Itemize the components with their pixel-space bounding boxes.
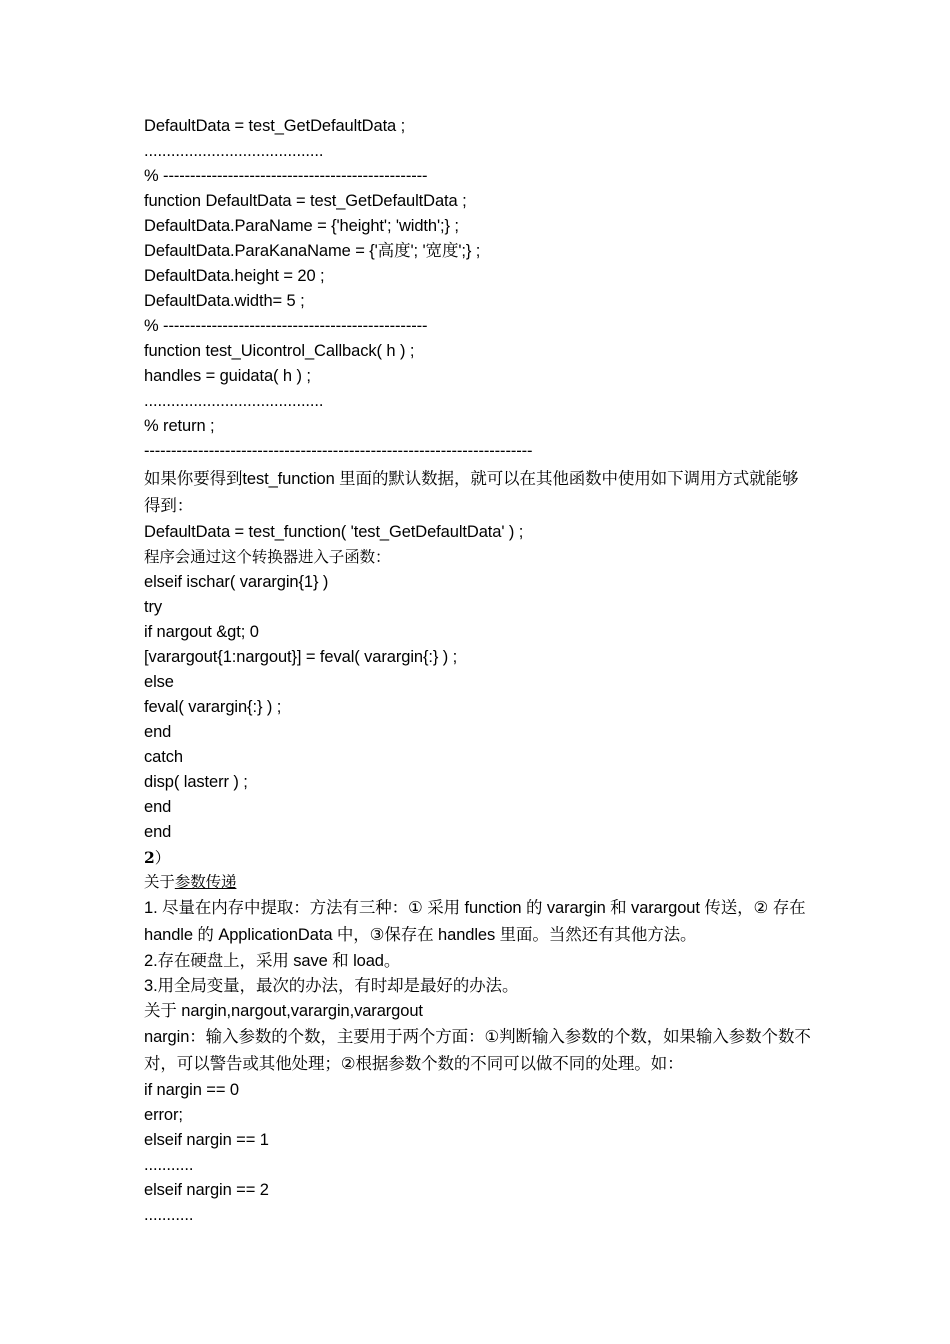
code-line: ........................................ [144,142,324,160]
code-line: function DefaultData = test_GetDefaultData ; [144,192,467,210]
about-heading [144,870,814,895]
about-prefix: 关于 [144,873,175,891]
code-line: DefaultData.height = 20 ; [144,267,325,285]
about-link[interactable]: 参数传递 [174,873,237,891]
list-item: 1. 尽量在内存中提取：方法有三种：① 采用 function 的 varargin 和 varargout 传送，② 存在 handle 的 ApplicationData 中，③保存在 handles 里面。当然还有其他方法。 [144,899,806,944]
paragraph: 程序会通过这个转换器进入子函数： [144,548,391,566]
code-line: end [144,798,172,816]
code-line: ........................................ [144,392,324,410]
code-line: [varargout{1:nargout}] = feval( varargin{:} ) ; [144,648,458,666]
separator-line: ------------------------------------------------------------------------ [144,442,533,460]
code-line: DefaultData = test_GetDefaultData ; [144,117,406,135]
code-line: function test_Uicontrol_Callback( h ) ; [144,342,415,360]
section-paren: ） [154,849,171,867]
document-page [144,114,814,1228]
section-heading [144,845,814,870]
paragraph: 如果你要得到test_function 里面的默认数据，就可以在其他函数中使用如下调用方式就能够得到： [144,470,799,515]
code-line: disp( lasterr ) ; [144,773,248,791]
code-line: % ------------------------------------------------- [144,317,428,335]
about-heading: 关于 nargin,nargout,varargin,varargout [144,1002,423,1020]
code-line: DefaultData.width= 5 ; [144,292,305,310]
code-line: elseif nargin == 2 [144,1181,269,1199]
code-line: catch [144,748,183,766]
code-line: try [144,598,163,616]
code-line: % return ; [144,417,215,435]
code-line: ........... [144,1206,194,1224]
code-line: error; [144,1106,183,1124]
code-line: elseif ischar( varargin{1} ) [144,573,329,591]
list-item: 3.用全局变量，最次的办法，有时却是最好的办法。 [144,977,519,995]
code-line: end [144,723,172,741]
code-line: % ------------------------------------------------- [144,167,428,185]
code-line: DefaultData.ParaKanaName = {'高度'; '宽度';} ; [144,242,481,260]
code-line: DefaultData.ParaName = {'height'; 'width';} ; [144,217,459,235]
code-line: else [144,673,174,691]
code-line: end [144,823,172,841]
code-line: elseif nargin == 1 [144,1131,269,1149]
code-line: feval( varargin{:} ) ; [144,698,282,716]
list-item: 2.存在硬盘上，采用 save 和 load。 [144,952,401,970]
section-number: 2 [144,848,155,867]
paragraph: nargin：输入参数的个数，主要用于两个方面：①判断输入参数的个数，如果输入参数个数不对，可以警告或其他处理；②根据参数个数的不同可以做不同的处理。如： [144,1028,811,1073]
code-line: DefaultData = test_function( 'test_GetDefaultData' ) ; [144,523,524,541]
code-line: if nargout &gt; 0 [144,623,259,641]
code-line: handles = guidata( h ) ; [144,367,311,385]
code-line: ........... [144,1156,194,1174]
code-line: if nargin == 0 [144,1081,239,1099]
